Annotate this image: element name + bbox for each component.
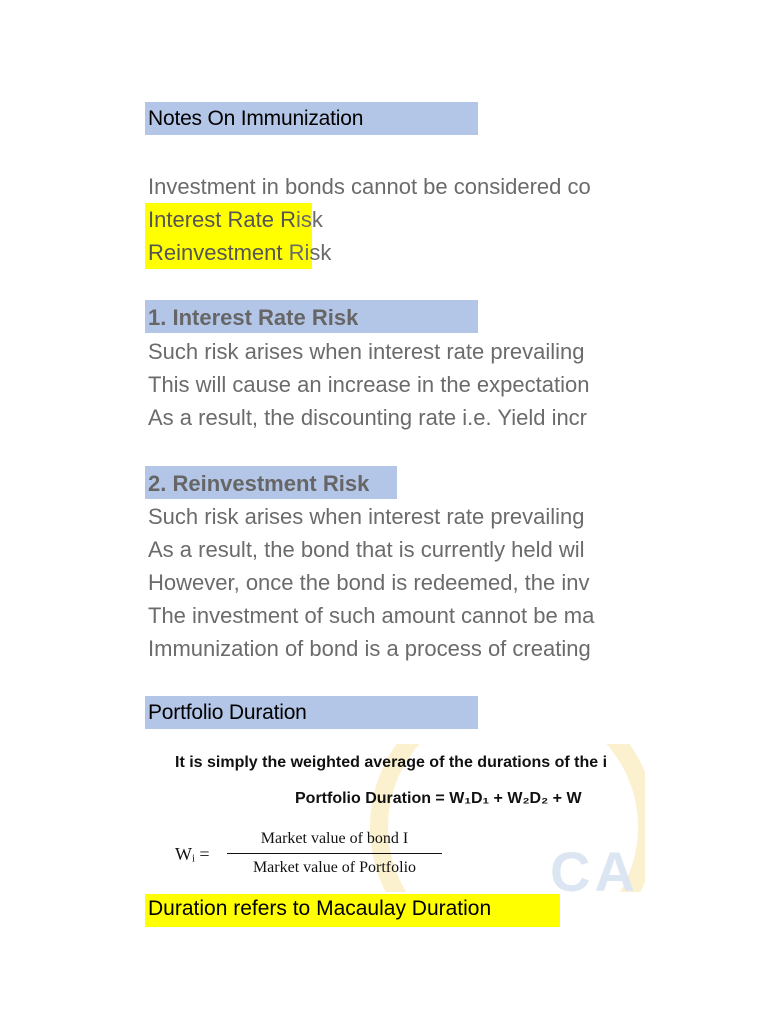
plain-text: Risk <box>288 240 332 265</box>
notes-heading: Notes On Immunization <box>148 107 364 130</box>
section1-line: As a result, the discounting rate i.e. Yield incr <box>148 405 588 430</box>
intro-interest-rate-risk <box>148 203 645 236</box>
section1-title: 1. Interest Rate Risk <box>148 305 359 330</box>
portfolio-duration-formula: Portfolio Duration = W₁D₁ + W₂D₂ + W <box>295 790 582 807</box>
section2-line: Such risk arises when interest rate prevailing <box>148 504 585 529</box>
formula-image <box>145 744 645 892</box>
plain-text: isk <box>295 207 323 232</box>
weight-fraction <box>227 828 442 879</box>
highlight-text: Interest Rate R <box>148 207 296 232</box>
watermark-text: CA <box>550 840 639 892</box>
duration-note: Duration refers to Macaulay Duration <box>148 897 492 920</box>
intro-line: Investment in bonds cannot be considered co <box>148 174 591 199</box>
fraction-denominator: Market value of Portfolio <box>252 859 417 876</box>
section1-line: Such risk arises when interest rate prevailing <box>148 339 585 364</box>
intro-reinvestment-risk <box>148 236 645 269</box>
fraction-bar <box>227 853 442 854</box>
section2-line: Immunization of bond is a process of creating <box>148 636 591 661</box>
section2-line: However, once the bond is redeemed, the inv <box>148 570 590 595</box>
formula-caption: It is simply the weighted average of the durations of the i <box>175 754 608 771</box>
section2-line: As a result, the bond that is currently held wil <box>148 537 585 562</box>
highlight-text: Reinvestment <box>148 240 289 265</box>
fraction-numerator: Market value of bond I <box>260 830 409 847</box>
portfolio-heading: Portfolio Duration <box>148 701 307 724</box>
section2-title: 2. Reinvestment Risk <box>148 471 370 496</box>
section2-line: The investment of such amount cannot be ma <box>148 603 595 628</box>
section1-line: This will cause an increase in the expectation <box>148 372 590 397</box>
weight-label: Wᵢ = <box>175 844 210 864</box>
